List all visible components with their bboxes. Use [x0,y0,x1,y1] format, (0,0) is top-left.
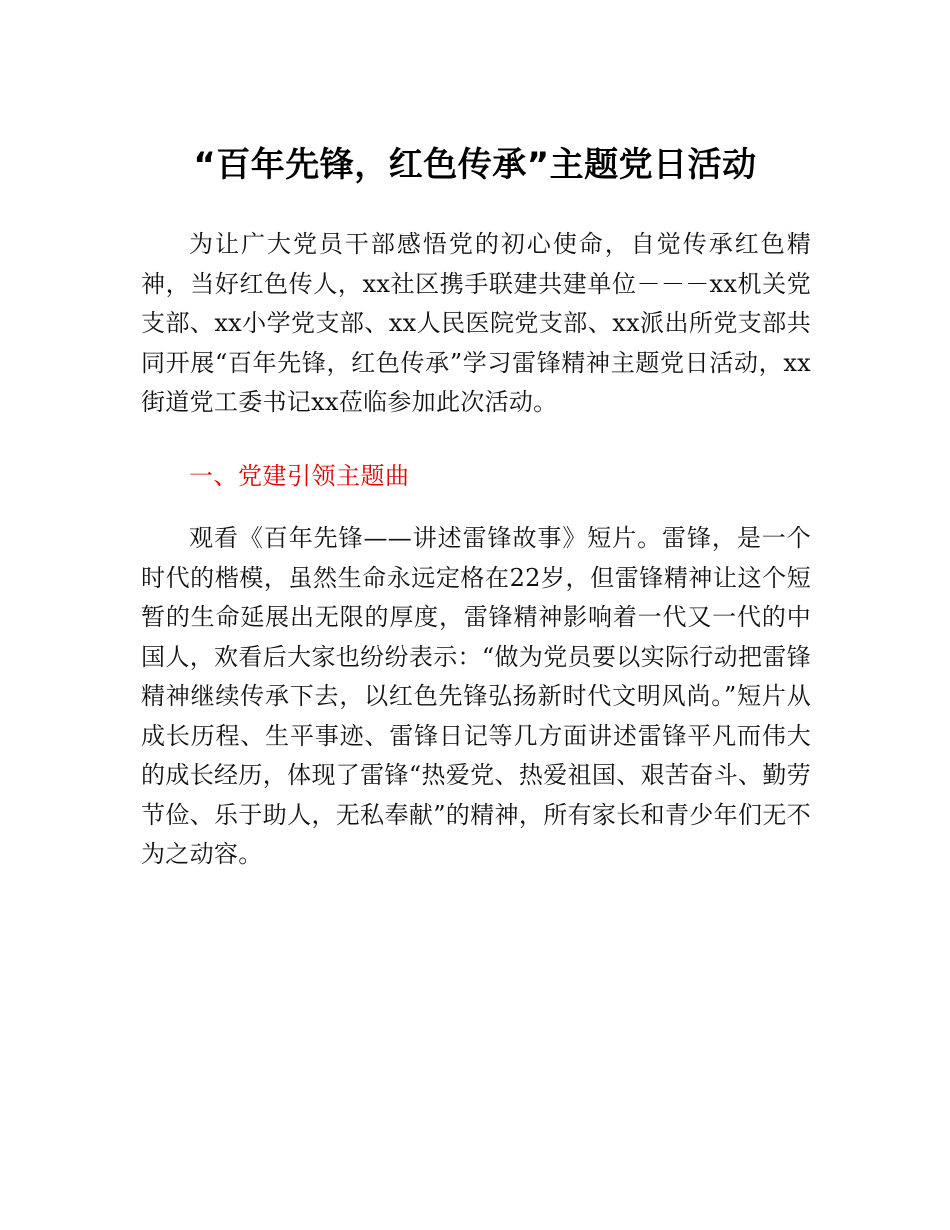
section-heading: 一、党建引领主题曲 [189,462,410,490]
document-title: “百年先锋，红色传承”主题党日活动 [193,145,757,185]
intro-paragraph: 为让广大党员干部感悟党的初心使命，自觉传承红色精神，当好红色传人，xx社区携手联建共建单位－－－xx机关党支部、xx小学党支部、xx人民医院党支部、xx派出所党支部共同开展“百年先锋，红色传承”学习雷锋精神主题党日活动，xx街道党工委书记xx莅临参加此次活动。 [141,230,811,416]
section-paragraph: 观看《百年先锋——讲述雷锋故事》短片。雷锋，是一个时代的楷模，虽然生命永远定格在22岁，但雷锋精神让这个短暂的生命延展出无限的厚度，雷锋精神影响着一代又一代的中国人，欢看后大家也纷纷表示：“做为党员要以实际行动把雷锋精神继续传承下去，以红色先锋弘扬新时代文明风尚。”短片从成长历程、生平事迹、雷锋日记等几方面讲述雷锋平凡而伟大的成长经历，体现了雷锋“热爱党、热爱祖国、艰苦奋斗、勤劳节俭、乐于助人，无私奉献”的精神，所有家长和青少年们无不为之动容。 [141,524,811,868]
